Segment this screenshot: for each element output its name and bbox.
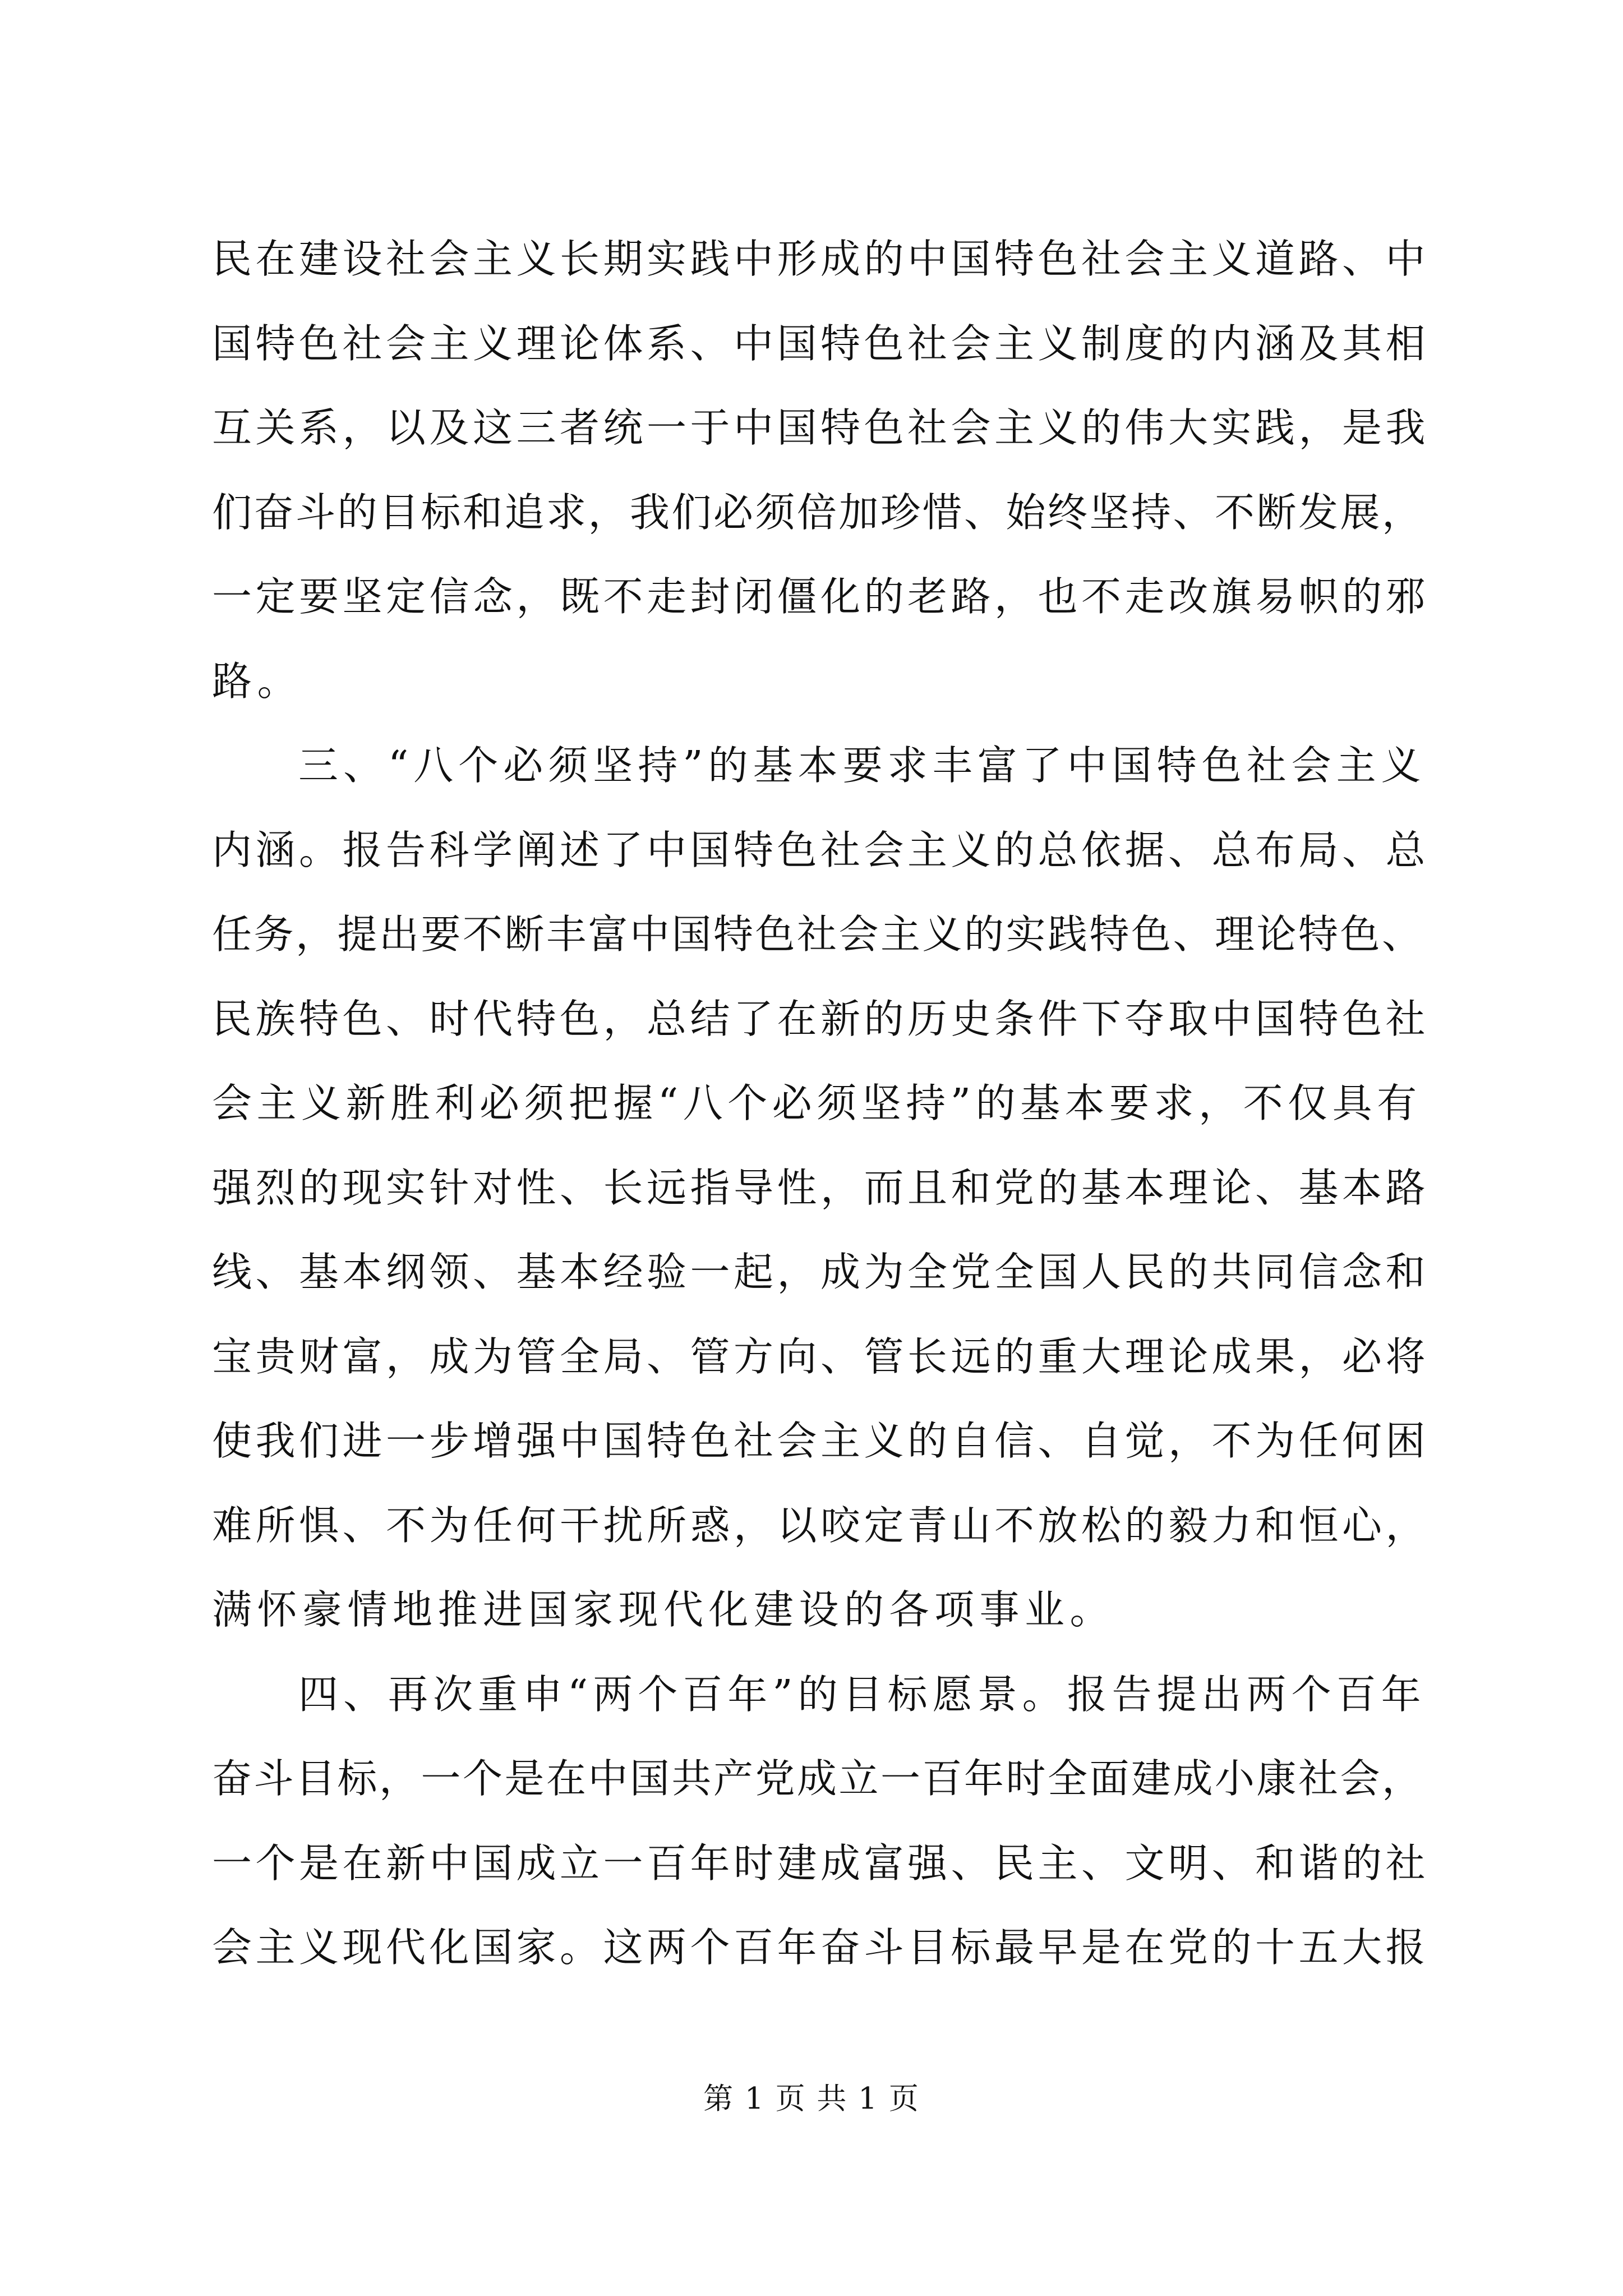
text-line: 互关系，以及这三者统一于中国特色社会主义的伟大实践，是我	[212, 404, 1430, 451]
text-line: 强烈的现实针对性、长远指导性，而且和党的基本理论、基本路	[212, 1164, 1430, 1211]
text-line: 路。	[212, 657, 303, 705]
text-line: 难所惧、不为任何干扰所惑，以咬定青山不放松的毅力和恒心，	[212, 1502, 1430, 1549]
text-line: 会主义新胜利必须把握“八个必须坚持”的基本要求，不仅具有	[212, 1080, 1422, 1126]
text-line: 线、基本纲领、基本经验一起，成为全党全国人民的共同信念和	[212, 1249, 1430, 1295]
text-line: 们奋斗的目标和追求，我们必须倍加珍惜、始终坚持、不断发展，	[212, 489, 1424, 536]
paragraph-first-line: 三、“八个必须坚持”的基本要求丰富了中国特色社会主义	[298, 742, 1426, 789]
text-line: 任务，提出要不断丰富中国特色社会主义的实践特色、理论特色、	[212, 911, 1424, 958]
text-line: 一定要坚定信念，既不走封闭僵化的老路，也不走改旗易帜的邪	[212, 573, 1430, 620]
paragraph-first-line: 四、再次重申“两个百年”的目标愿景。报告提出两个百年	[298, 1671, 1426, 1718]
text-line: 奋斗目标，一个是在中国共产党成立一百年时全面建成小康社会，	[212, 1755, 1424, 1802]
text-line: 国特色社会主义理论体系、中国特色社会主义制度的内涵及其相	[212, 320, 1430, 367]
text-line: 宝贵财富，成为管全局、管方向、管长远的重大理论成果，必将	[212, 1333, 1430, 1380]
text-line: 满怀豪情地推进国家现代化建设的各项事业。	[212, 1586, 1115, 1633]
text-line: 一个是在新中国成立一百年时建成富强、民主、文明、和谐的社	[212, 1839, 1430, 1887]
text-line: 民族特色、时代特色，总结了在新的历史条件下夺取中国特色社	[212, 995, 1430, 1042]
text-line: 会主义现代化国家。这两个百年奋斗目标最早是在党的十五大报	[212, 1924, 1430, 1971]
text-line: 内涵。报告科学阐述了中国特色社会主义的总依据、总布局、总	[212, 826, 1430, 873]
text-line: 民在建设社会主义长期实践中形成的中国特色社会主义道路、中	[212, 236, 1430, 282]
text-line: 使我们进一步增强中国特色社会主义的自信、自觉，不为任何困	[212, 1418, 1430, 1464]
page-footer: 第 1 页 共 1 页	[703, 2082, 920, 2116]
